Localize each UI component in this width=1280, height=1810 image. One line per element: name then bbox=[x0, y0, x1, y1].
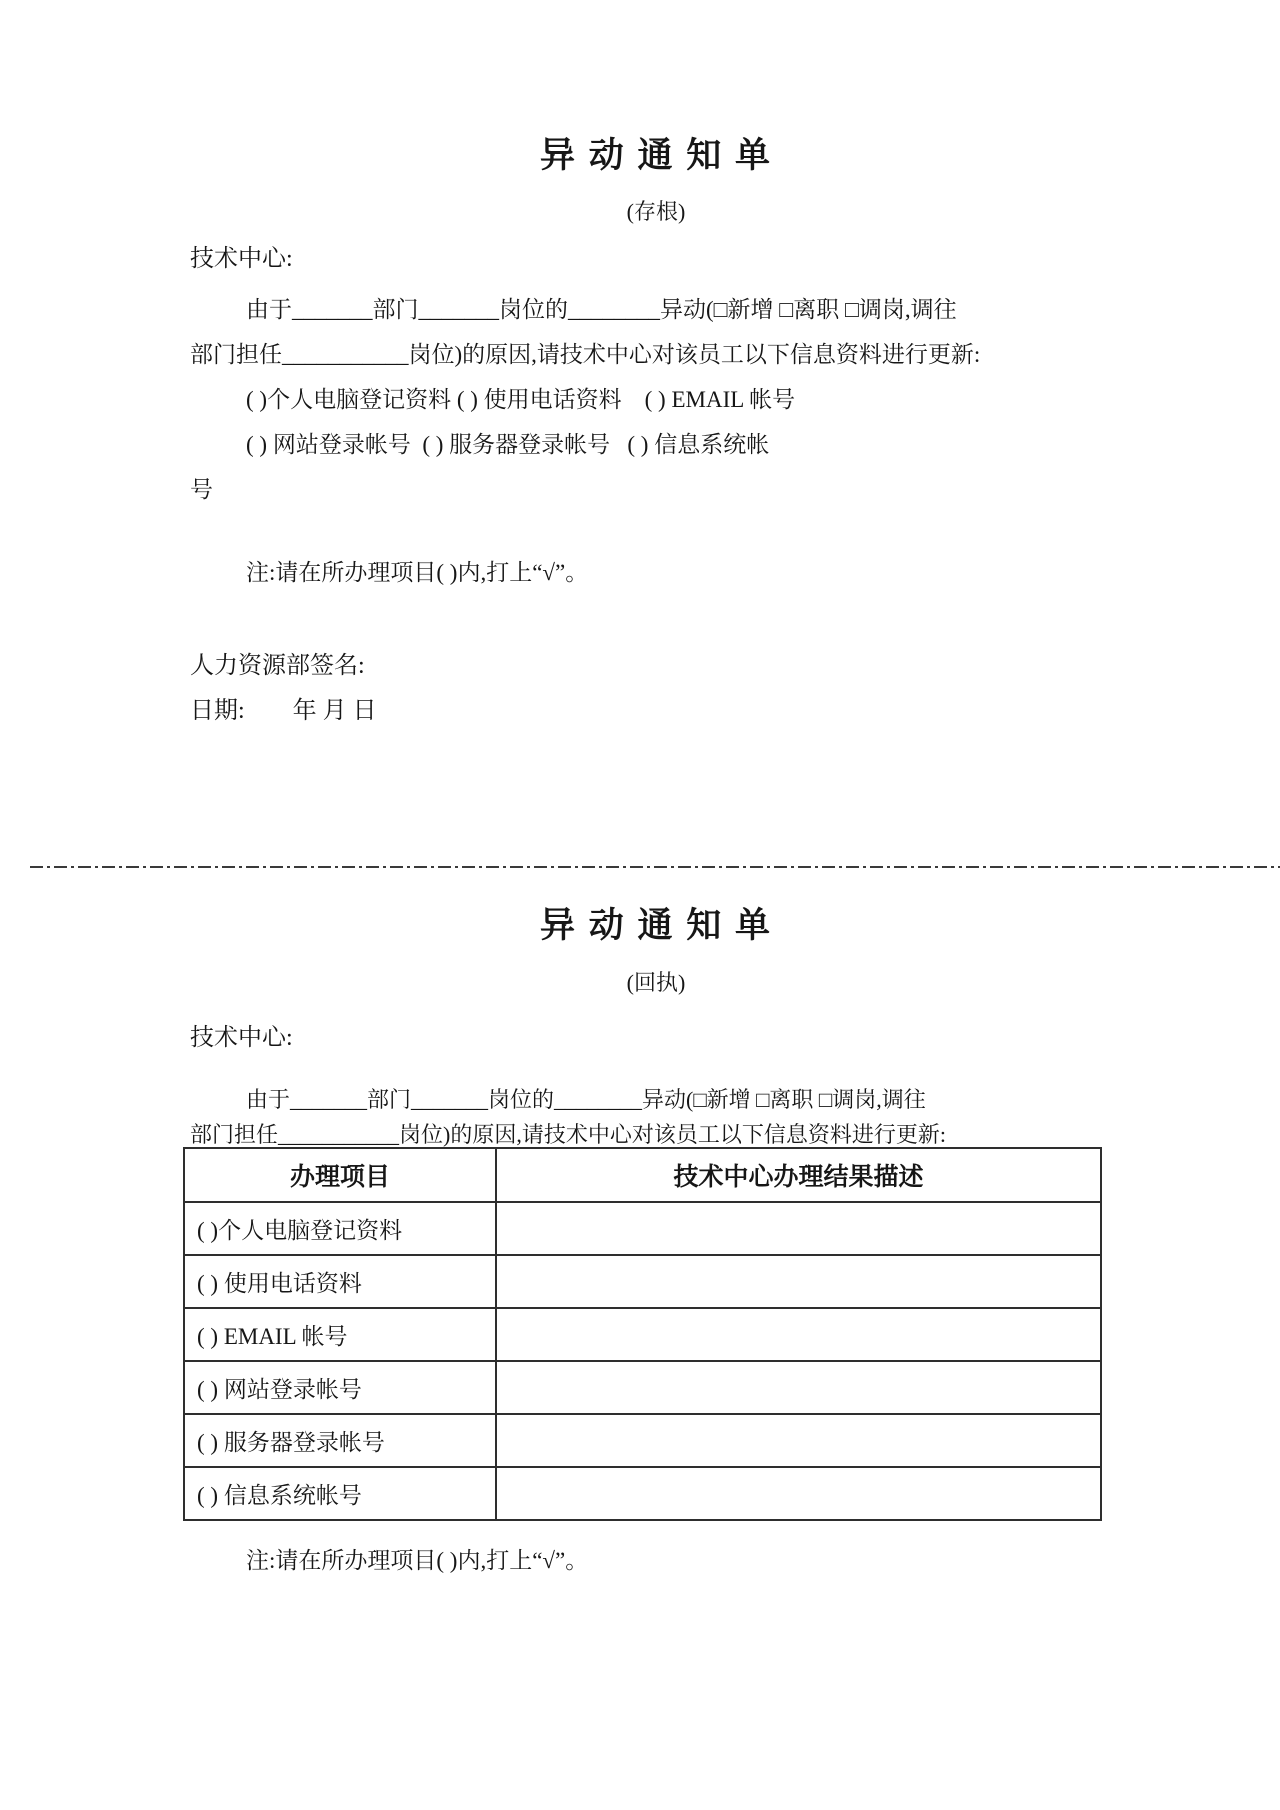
document-content bbox=[190, 0, 1122, 1577]
table-row bbox=[185, 1307, 1100, 1360]
receipt-paragraph-line-1: 由于_______部门_______岗位的________异动(□新增 □离职 □调岗,调往 bbox=[246, 1087, 926, 1112]
table-row bbox=[185, 1254, 1100, 1307]
stub-title: 异 动 通 知 单 bbox=[540, 136, 772, 175]
result-table-header-row bbox=[185, 1149, 1100, 1201]
receipt-paragraph-line-2: 部门担任___________岗位)的原因,请技术中心对该员工以下信息资料进行更新: bbox=[190, 1122, 946, 1147]
stub-checklist-line-2: ( ) 网站登录帐号 ( ) 服务器登录帐号 ( ) 信息系统帐 bbox=[246, 432, 770, 457]
stub-checklist-line-1: ( )个人电脑登记资料 ( ) 使用电话资料 ( ) EMAIL 帐号 bbox=[246, 387, 796, 412]
stub-checklist-line-3: 号 bbox=[190, 477, 213, 502]
table-row bbox=[185, 1201, 1100, 1254]
table-row bbox=[185, 1466, 1100, 1519]
result-cell bbox=[497, 1415, 1100, 1466]
result-cell bbox=[497, 1256, 1100, 1307]
stub-addressee: 技术中心: bbox=[190, 246, 293, 272]
result-cell bbox=[497, 1309, 1100, 1360]
stub-subtitle: (存根) bbox=[626, 199, 686, 224]
stub-paragraph-line-2: 部门担任___________岗位)的原因,请技术中心对该员工以下信息资料进行更新: bbox=[190, 342, 981, 367]
receipt-subtitle: (回执) bbox=[626, 970, 686, 995]
item-cell: ( ) 使用电话资料 bbox=[185, 1256, 497, 1307]
stub-note: 注:请在所办理项目( )内,打上“√”。 bbox=[246, 560, 589, 585]
result-cell bbox=[497, 1203, 1100, 1254]
receipt-note: 注:请在所办理项目( )内,打上“√”。 bbox=[246, 1548, 589, 1573]
result-cell bbox=[497, 1362, 1100, 1413]
table-row bbox=[185, 1413, 1100, 1466]
item-column-header: 办理项目 bbox=[185, 1149, 497, 1201]
item-cell: ( )个人电脑登记资料 bbox=[185, 1203, 497, 1254]
result-table bbox=[183, 1147, 1102, 1521]
result-column-header: 技术中心办理结果描述 bbox=[673, 1164, 924, 1191]
table-row bbox=[185, 1360, 1100, 1413]
item-cell: ( ) 网站登录帐号 bbox=[185, 1362, 497, 1413]
item-cell: ( ) EMAIL 帐号 bbox=[185, 1309, 497, 1360]
result-cell bbox=[497, 1468, 1100, 1519]
receipt-addressee: 技术中心: bbox=[190, 1025, 293, 1051]
stub-date-line: 日期: 年 月 日 bbox=[190, 698, 377, 724]
receipt-section bbox=[190, 902, 1122, 1577]
item-cell: ( ) 服务器登录帐号 bbox=[185, 1415, 497, 1466]
stub-section bbox=[190, 132, 1122, 727]
item-cell: ( ) 信息系统帐号 bbox=[185, 1468, 497, 1519]
cut-line-divider bbox=[30, 866, 1280, 868]
stub-paragraph-line-1: 由于_______部门_______岗位的________异动(□新增 □离职 □调岗,调往 bbox=[246, 297, 957, 322]
receipt-title: 异 动 通 知 单 bbox=[540, 906, 772, 945]
hr-signature-label: 人力资源部签名: bbox=[190, 653, 365, 679]
